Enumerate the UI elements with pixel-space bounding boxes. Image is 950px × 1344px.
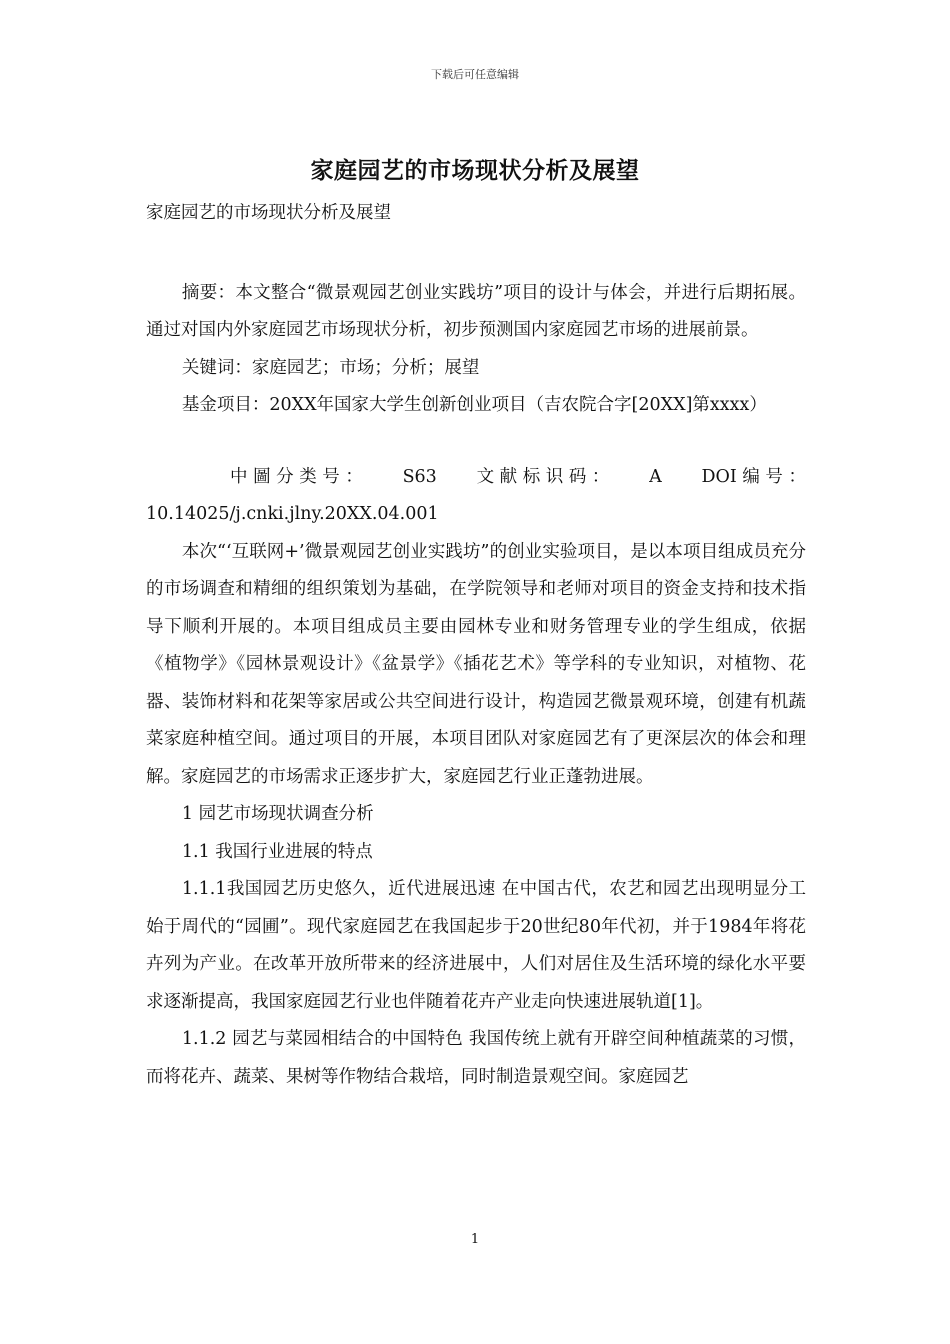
doi-value: 10.14025/j.cnki.jlny.20XX.04.001 <box>146 504 439 524</box>
document-body <box>146 195 806 1096</box>
document-subtitle: 家庭园艺的市场现状分析及展望 <box>146 203 391 223</box>
clc-label: 中 圖 分 类 号 ： <box>230 466 363 487</box>
paragraph-1-1-2: 1.1.2 园艺与菜园相结合的中国特色 我国传统上就有开辟空间种植蔬菜的习惯，而将花卉、蔬菜、果树等作物结合栽培，同时制造景观空间。家庭园艺 <box>146 1029 806 1087</box>
paragraph-1-1-1: 1.1.1我国园艺历史悠久，近代进展迅速 在中国古代，农艺和园艺出现明显分工始于周代的“园圃”。现代家庭园艺在我国起步于20世纪80年代初，并于1984年将花卉列为产业。在改革开放所带来的经济进展中，人们对居住及生活环境的绿化水平要求逐渐提高，我国家庭园艺行业也伴随着花卉产业走向快速进展轨道[1]。 <box>146 879 806 1012</box>
doc-code-value: A <box>649 466 662 487</box>
keywords-line: 关键词：家庭园艺；市场；分析；展望 <box>181 357 480 378</box>
classification-line <box>146 459 806 497</box>
abstract-paragraph: 摘要：本文整合“微景观园艺创业实践坊”项目的设计与体会，并进行后期拓展。通过对国内外家庭园艺市场现状分析，初步预测国内家庭园艺市场的进展前景。 <box>146 282 806 340</box>
section-heading-1: 1 园艺市场现状调查分析 <box>181 804 374 824</box>
intro-paragraph: 本次“‘互联网+’微景观园艺创业实践坊”的创业实验项目，是以本项目组成员充分的市场调查和精细的组织策划为基础，在学院领导和老师对项目的资金支持和技术指导下顺利开展的。本项目组成员主要由园林专业和财务管理专业的学生组成，依据《植物学》《园林景观设计》《盆景学》《插花艺术》等学科的专业知识，对植物、花器、装饰材料和花架等家居或公共空间进行设计，构造园艺微景观环境，创建有机蔬菜家庭种植空间。通过项目的开展，本项目团队对家庭园艺有了更深层次的体会和理解。家庭园艺的市场需求正逐步扩大，家庭园艺行业正蓬勃进展。 <box>146 541 806 787</box>
page-header-note: 下载后可任意编辑 <box>431 68 519 81</box>
clc-value: S63 <box>402 466 437 487</box>
document-title: 家庭园艺的市场现状分析及展望 <box>310 157 640 184</box>
fund-line: 基金项目：20XX年国家大学生创新创业项目（吉农院合字[20XX]第xxxx） <box>181 395 767 415</box>
doc-code-label: 文 献 标 识 码 ： <box>476 466 610 487</box>
doi-label: DOI 编 号 ： <box>701 466 806 487</box>
section-heading-1-1: 1.1 我国行业进展的特点 <box>181 841 373 862</box>
page-number: 1 <box>470 1232 480 1247</box>
